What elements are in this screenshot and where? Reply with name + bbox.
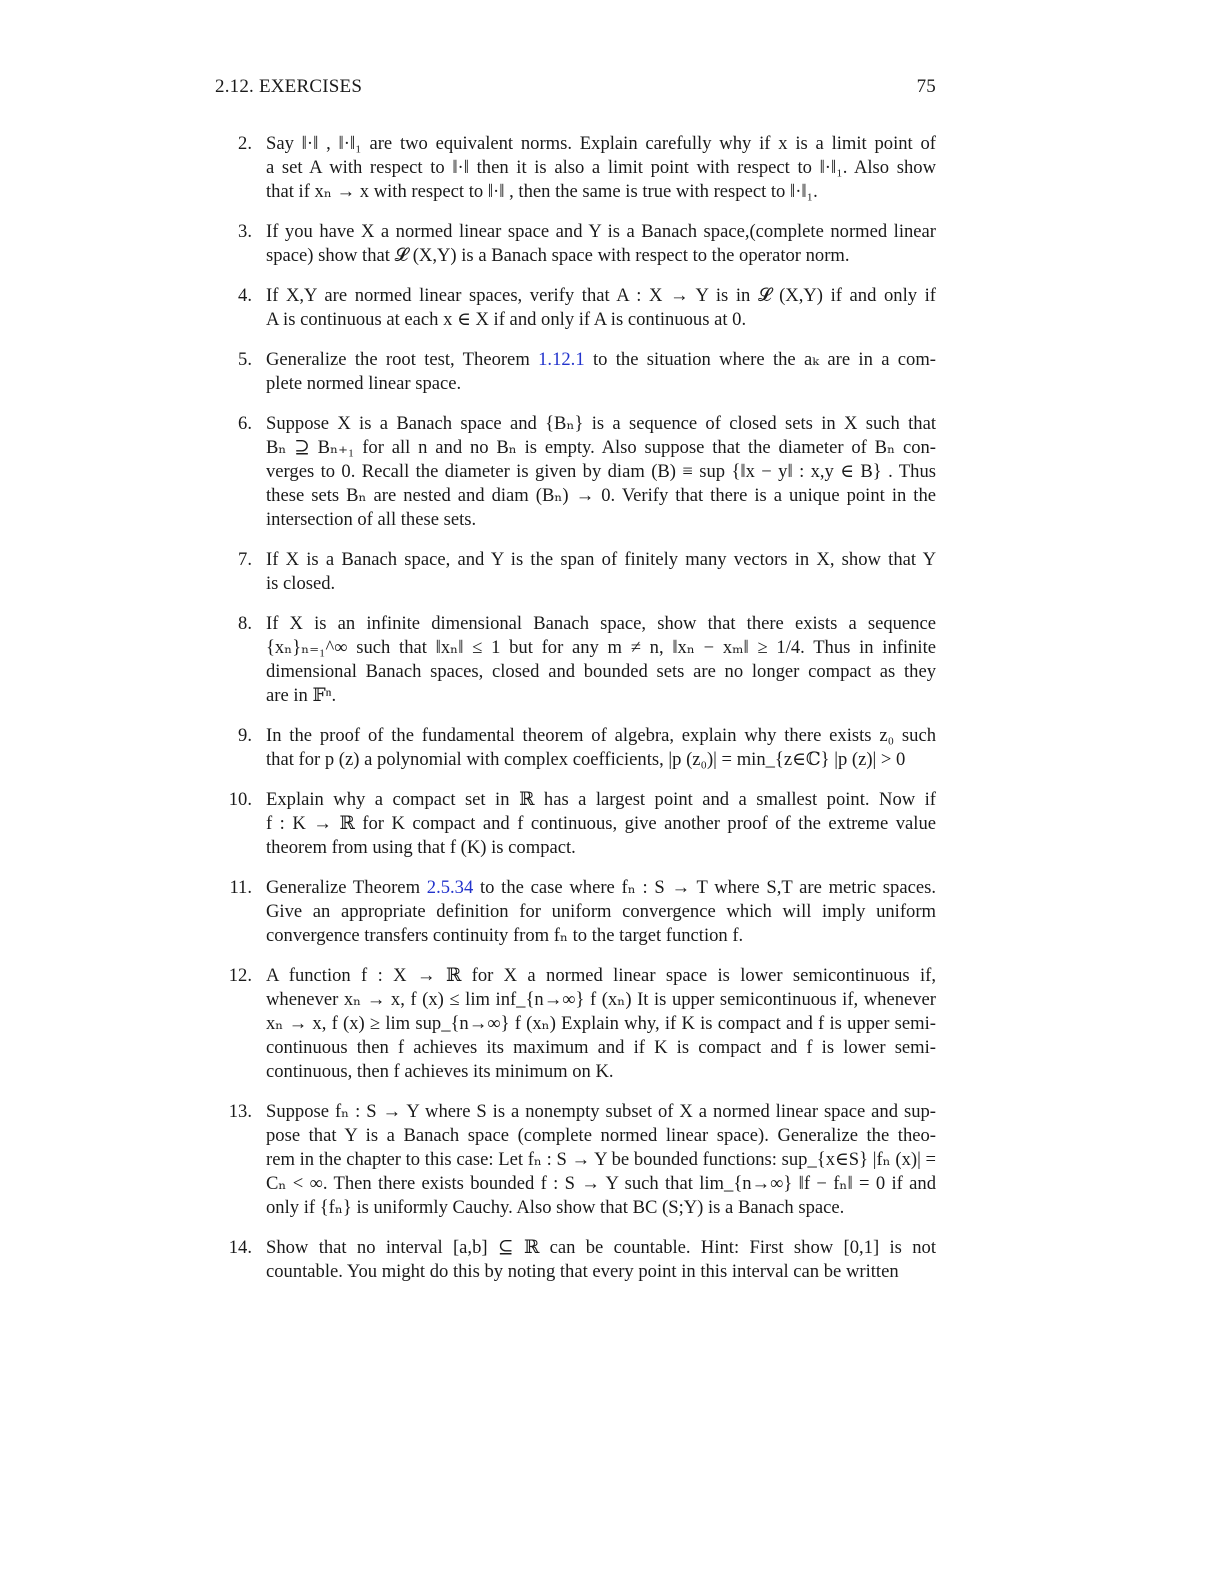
exercise-line: Generalize Theorem 2.5.34 to the case where fₙ : S → T where S,T are metric spaces. bbox=[266, 877, 936, 898]
exercise-line: that if xₙ → x with respect to ‖·‖ , then the same is true with respect to ‖·‖₁. bbox=[266, 181, 818, 202]
exercise-text bbox=[266, 876, 936, 948]
exercise-line: If X is a Banach space, and Y is the span of finitely many vectors in X, show that Y bbox=[266, 549, 936, 570]
exercise-number: 10. bbox=[228, 789, 252, 810]
exercise-line: If X,Y are normed linear spaces, verify that A : X → Y is in 𝓛 (X,Y) if and only if bbox=[266, 285, 936, 306]
exercise-number: 8. bbox=[238, 613, 252, 634]
exercise-line: Explain why a compact set in ℝ has a largest point and a smallest point. Now if bbox=[266, 789, 936, 810]
exercise-text bbox=[266, 220, 936, 268]
exercise-line: is closed. bbox=[266, 573, 336, 594]
exercise-line: f : K → ℝ for K compact and f continuous, give another proof of the extreme value bbox=[266, 813, 936, 834]
exercise-text bbox=[266, 788, 936, 860]
exercise-line: countable. You might do this by noting that every point in this interval can be written bbox=[266, 1261, 899, 1282]
exercise-text bbox=[266, 348, 936, 396]
exercise-line: Give an appropriate definition for uniform convergence which will imply uniform bbox=[266, 901, 936, 922]
exercise-line: Cₙ < ∞. Then there exists bounded f : S → Y such that lim_{n→∞} ‖f − fₙ‖ = 0 if and bbox=[266, 1173, 936, 1194]
exercise-line: intersection of all these sets. bbox=[266, 509, 477, 530]
exercise-line: Suppose fₙ : S → Y where S is a nonempty subset of X a normed linear space and sup- bbox=[266, 1101, 936, 1122]
exercise-number: 6. bbox=[238, 413, 252, 434]
exercise-line: verges to 0. Recall the diameter is given by diam (B) ≡ sup {‖x − y‖ : x,y ∈ B} . Thus bbox=[266, 461, 936, 482]
exercise-item bbox=[215, 724, 936, 772]
theorem-reference-link[interactable]: 2.5.34 bbox=[426, 877, 474, 898]
exercise-line: rem in the chapter to this case: Let fₙ : S → Y be bounded functions: sup_{x∈S} |fₙ (x)| = bbox=[266, 1149, 936, 1170]
exercise-number: 9. bbox=[238, 725, 252, 746]
exercise-item bbox=[215, 220, 936, 268]
exercise-number: 13. bbox=[228, 1101, 252, 1122]
exercise-list bbox=[215, 132, 936, 1300]
exercise-line: only if {fₙ} is uniformly Cauchy. Also show that BC (S;Y) is a Banach space. bbox=[266, 1197, 845, 1218]
exercise-text bbox=[266, 132, 936, 204]
exercise-line: If you have X a normed linear space and Y is a Banach space,(complete normed linear bbox=[266, 221, 936, 242]
page-number: 75 bbox=[916, 76, 936, 97]
exercise-line: these sets Bₙ are nested and diam (Bₙ) → 0. Verify that there is a unique point in the bbox=[266, 485, 936, 506]
exercise-text bbox=[266, 284, 936, 332]
exercise-text bbox=[266, 724, 936, 772]
exercise-number: 14. bbox=[228, 1237, 252, 1258]
exercise-number: 3. bbox=[238, 221, 252, 242]
exercise-line: continuous then f achieves its maximum and if K is compact and f is lower semi- bbox=[266, 1037, 936, 1058]
exercise-line: space) show that 𝓛 (X,Y) is a Banach space with respect to the operator norm. bbox=[266, 245, 850, 266]
exercise-item bbox=[215, 132, 936, 204]
exercise-line: dimensional Banach spaces, closed and bounded sets are no longer compact as they bbox=[266, 661, 936, 682]
exercise-number: 2. bbox=[238, 133, 252, 154]
exercise-text bbox=[266, 1100, 936, 1220]
exercise-item bbox=[215, 284, 936, 332]
theorem-reference-link[interactable]: 1.12.1 bbox=[538, 349, 585, 370]
exercise-number: 11. bbox=[229, 877, 252, 898]
section-title: 2.12. EXERCISES bbox=[215, 76, 363, 97]
exercise-line: Bₙ ⊇ Bₙ₊₁ for all n and no Bₙ is empty. Also suppose that the diameter of Bₙ con- bbox=[266, 437, 936, 458]
exercise-line: xₙ → x, f (x) ≥ lim sup_{n→∞} f (xₙ) Explain why, if K is compact and f is upper semi- bbox=[266, 1013, 936, 1034]
exercise-line: {xₙ}ₙ₌₁^∞ such that ‖xₙ‖ ≤ 1 but for any m ≠ n, ‖xₙ − xₘ‖ ≥ 1/4. Thus in infinite bbox=[266, 637, 936, 658]
exercise-item bbox=[215, 1236, 936, 1284]
exercise-line: a set A with respect to ‖·‖ then it is also a limit point with respect to ‖·‖₁. Also show bbox=[266, 157, 936, 178]
running-header bbox=[215, 76, 936, 98]
exercise-number: 12. bbox=[228, 965, 252, 986]
exercise-line: Show that no interval [a,b] ⊆ ℝ can be countable. Hint: First show [0,1] is not bbox=[266, 1237, 936, 1258]
exercise-line: Say ‖·‖ , ‖·‖₁ are two equivalent norms. Explain carefully why if x is a limit point of bbox=[266, 133, 936, 154]
exercise-line: In the proof of the fundamental theorem of algebra, explain why there exists z₀ such bbox=[266, 725, 936, 746]
exercise-line: A is continuous at each x ∈ X if and only if A is continuous at 0. bbox=[266, 309, 747, 330]
exercise-line: A function f : X → ℝ for X a normed linear space is lower semicontinuous if, bbox=[266, 965, 936, 986]
exercise-item bbox=[215, 1100, 936, 1220]
exercise-line: theorem from using that f (K) is compact. bbox=[266, 837, 576, 858]
exercise-item bbox=[215, 788, 936, 860]
exercise-line: continuous, then f achieves its minimum on K. bbox=[266, 1061, 614, 1082]
exercise-item bbox=[215, 412, 936, 532]
exercise-text bbox=[266, 964, 936, 1084]
exercise-item bbox=[215, 876, 936, 948]
exercise-item bbox=[215, 964, 936, 1084]
exercise-text bbox=[266, 412, 936, 532]
exercise-text bbox=[266, 612, 936, 708]
exercise-line: Generalize the root test, Theorem 1.12.1 to the situation where the aₖ are in a com- bbox=[266, 349, 936, 370]
exercise-item bbox=[215, 548, 936, 596]
exercise-number: 5. bbox=[238, 349, 252, 370]
exercise-line: convergence transfers continuity from fₙ to the target function f. bbox=[266, 925, 744, 946]
exercise-text bbox=[266, 548, 936, 596]
exercise-number: 7. bbox=[238, 549, 252, 570]
exercise-line: plete normed linear space. bbox=[266, 373, 462, 394]
exercise-text bbox=[266, 1236, 936, 1284]
exercise-line: pose that Y is a Banach space (complete normed linear space). Generalize the theo- bbox=[266, 1125, 936, 1146]
exercise-line: whenever xₙ → x, f (x) ≤ lim inf_{n→∞} f (xₙ) It is upper semicontinuous if, whenever bbox=[266, 989, 936, 1010]
exercise-line: Suppose X is a Banach space and {Bₙ} is a sequence of closed sets in X such that bbox=[266, 413, 936, 434]
exercise-line: that for p (z) a polynomial with complex coefficients, |p (z₀)| = min_{z∈ℂ} |p (z)| > 0 bbox=[266, 749, 906, 770]
exercise-item bbox=[215, 612, 936, 708]
exercise-line: If X is an infinite dimensional Banach space, show that there exists a sequence bbox=[266, 613, 936, 634]
exercise-item bbox=[215, 348, 936, 396]
exercise-line: are in 𝔽ⁿ. bbox=[266, 685, 337, 706]
exercise-number: 4. bbox=[238, 285, 252, 306]
